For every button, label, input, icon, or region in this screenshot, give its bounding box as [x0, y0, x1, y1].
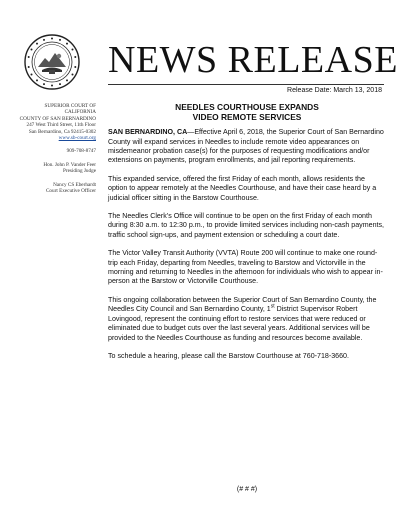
paragraph-transit: The Victor Valley Transit Authority (VVTA) Route 200 will continue to make one round-trip each Friday, departing from Needles, traveling to Barstow and Victorville in the morning and returning to Needles in the afternoon for individuals who wish to appear in-person at the Barstow or Victorville Courthouse. — [108, 249, 383, 286]
paragraph-text: District Supervisor Robert Lovingood, represent the continuing effort to restore services that were reduced or eliminated due to budget cuts over the last several years. Additional services will be provided to the Needles Courthouse as funding and resources become available. — [108, 305, 370, 342]
court-name-line: CALIFORNIA — [64, 109, 96, 116]
header-divider — [108, 84, 384, 85]
officer-title: Court Executive Officer — [45, 188, 96, 195]
paragraph-text: —Effective April 6, 2018, the Superior Court of San Bernardino County will expand services in Needles to include remote video appearances on misdemeanor probation case(s) for the purposes of requesting modifications and/or extensions on payments, program enrollments, and jail reporting requirements. — [108, 128, 384, 165]
court-city-line: San Bernardino, Ca 92415-0302 — [28, 128, 96, 135]
court-name-line: SUPERIOR COURT OF — [44, 103, 96, 109]
paragraph-collaboration — [108, 296, 386, 343]
article-title-line: VIDEO REMOTE SERVICES — [192, 111, 302, 122]
dateline: SAN BERNARDINO, CA — [108, 128, 188, 137]
paragraph-text: This ongoing collaboration between the Superior Court of San Bernardino County, the Needles City Council and San Bernardino County, 1 — [108, 295, 377, 314]
court-website-link[interactable]: www.sb-court.org — [58, 135, 96, 142]
court-county-line: COUNTY OF SAN BERNARDINO — [19, 115, 96, 122]
judge-name: Hon. John P. Vander Feer — [43, 161, 96, 168]
news-release-title: NEWS RELEASE — [108, 39, 398, 81]
paragraph-announcement — [108, 128, 386, 166]
end-of-release-mark: (# # #) — [236, 486, 258, 493]
court-phone-block — [8, 148, 96, 154]
court-phone: 909-708-8747 — [66, 148, 96, 155]
court-seal-icon — [24, 34, 80, 90]
release-date: Release Date: March 13, 2018 — [287, 87, 382, 94]
court-contact-sidebar — [8, 103, 96, 201]
article-title — [108, 103, 386, 122]
paragraph-clerk-office: The Needles Clerk’s Office will continue to be open on the first Friday of each month during 8:30 a.m. to 12:30 p.m., to provide limited services including non-cash payments, traffic school sign-ups, and payment extension or scheduling a court date. — [108, 212, 385, 239]
executive-officer-block — [8, 182, 96, 195]
court-street-line: 247 West Third Street, 11th Floor — [26, 122, 96, 129]
article-title-line: NEEDLES COURTHOUSE EXPANDS — [175, 102, 319, 112]
court-address-block — [8, 103, 96, 141]
officer-name: Nancy CS Eberhardt — [53, 181, 96, 188]
judge-title: Presiding Judge — [63, 168, 96, 175]
paragraph-expanded-service: This expanded service, offered the first Friday of each month, allows residents the option to appear remotely at the Needles Courthouse, and have their case heard by a judicial officer sitting in the Barstow Courthouse. — [108, 174, 377, 202]
presiding-judge-block — [8, 162, 96, 175]
article-body — [108, 103, 386, 370]
ordinal-suffix: st — [270, 303, 275, 310]
paragraph-contact: To schedule a hearing, please call the Barstow Courthouse at 760-718-3660. — [108, 351, 349, 360]
